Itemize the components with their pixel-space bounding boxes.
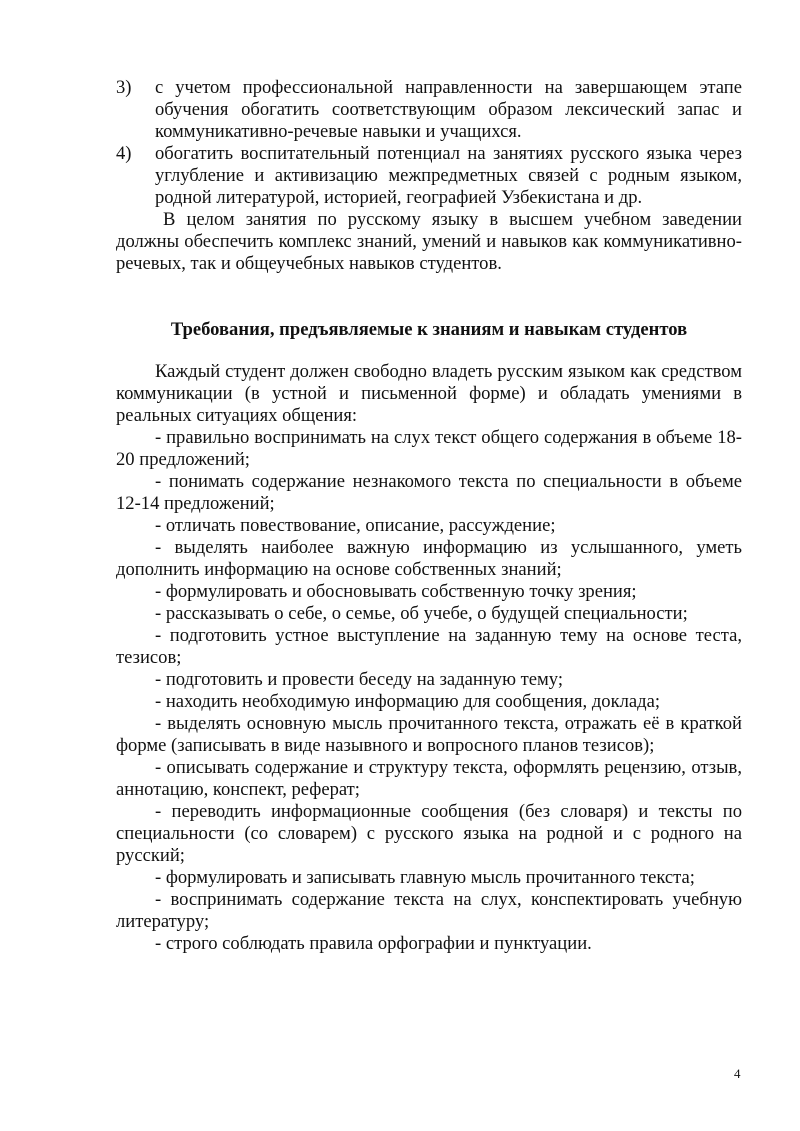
requirement-item: - подготовить и провести беседу на заданную тему; — [155, 669, 563, 690]
page-body — [116, 77, 742, 955]
conclusion-paragraph: В целом занятия по русскому языку в высшем учебном заведении должны обеспечить комплекс знаний, умений и навыков как коммуникативно-речевых, так и общеучебных навыков студентов. — [116, 209, 742, 274]
numbered-list — [116, 77, 742, 209]
intro-paragraph: Каждый студент должен свободно владеть русским языком как средством коммуникации (в устной и письменной форме) и обладать умениями в реальных ситуациях общения: — [116, 361, 742, 426]
requirement-item: - формулировать и записывать главную мысль прочитанного текста; — [155, 867, 695, 888]
requirement-item: - строго соблюдать правила орфографии и пунктуации. — [155, 933, 592, 954]
list-item-text: обогатить воспитательный потенциал на занятиях русского языка через углубление и активизацию межпредметных связей с родным языком, родной литературой, историей, географией Узбекистана и др. — [155, 143, 742, 208]
list-item — [116, 77, 742, 143]
requirement-item: - воспринимать содержание текста на слух, конспектировать учебную литературу; — [116, 889, 742, 932]
requirement-item: - выделять основную мысль прочитанного текста, отражать её в краткой форме (записывать в виде назывного и вопросного планов тезисов); — [116, 713, 742, 756]
requirement-item: - подготовить устное выступление на заданную тему на основе теста, тезисов; — [116, 625, 742, 668]
section-heading: Требования, предъявляемые к знаниям и навыкам студентов — [170, 319, 688, 340]
list-item-number: 3) — [116, 77, 132, 98]
requirement-item: - рассказывать о себе, о семье, об учебе, о будущей специальности; — [155, 603, 688, 624]
requirement-item: - выделять наиболее важную информацию из услышанного, уметь дополнить информацию на основе собственных знаний; — [116, 537, 742, 580]
requirement-item: - переводить информационные сообщения (без словаря) и тексты по специальности (со словарем) с русского языка на родной и с родного на русский; — [116, 801, 742, 866]
requirement-item: - понимать содержание незнакомого текста по специальности в объеме 12-14 предложений; — [116, 471, 742, 514]
list-item — [116, 143, 742, 209]
list-item-number: 4) — [116, 143, 132, 164]
requirements-list — [116, 427, 742, 955]
requirement-item: - отличать повествование, описание, рассуждение; — [155, 515, 556, 536]
requirement-item: - правильно воспринимать на слух текст общего содержания в объеме 18-20 предложений; — [116, 427, 742, 470]
requirement-item: - формулировать и обосновывать собственную точку зрения; — [155, 581, 637, 602]
page-number: 4 — [734, 1066, 741, 1081]
requirement-item: - описывать содержание и структуру текста, оформлять рецензию, отзыв, аннотацию, конспект, реферат; — [116, 757, 742, 800]
list-item-text: с учетом профессиональной направленности на завершающем этапе обучения обогатить соответствующим образом лексический запас и коммуникативно-речевые навыки и учащихся. — [155, 77, 742, 142]
requirement-item: - находить необходимую информацию для сообщения, доклада; — [155, 691, 661, 712]
